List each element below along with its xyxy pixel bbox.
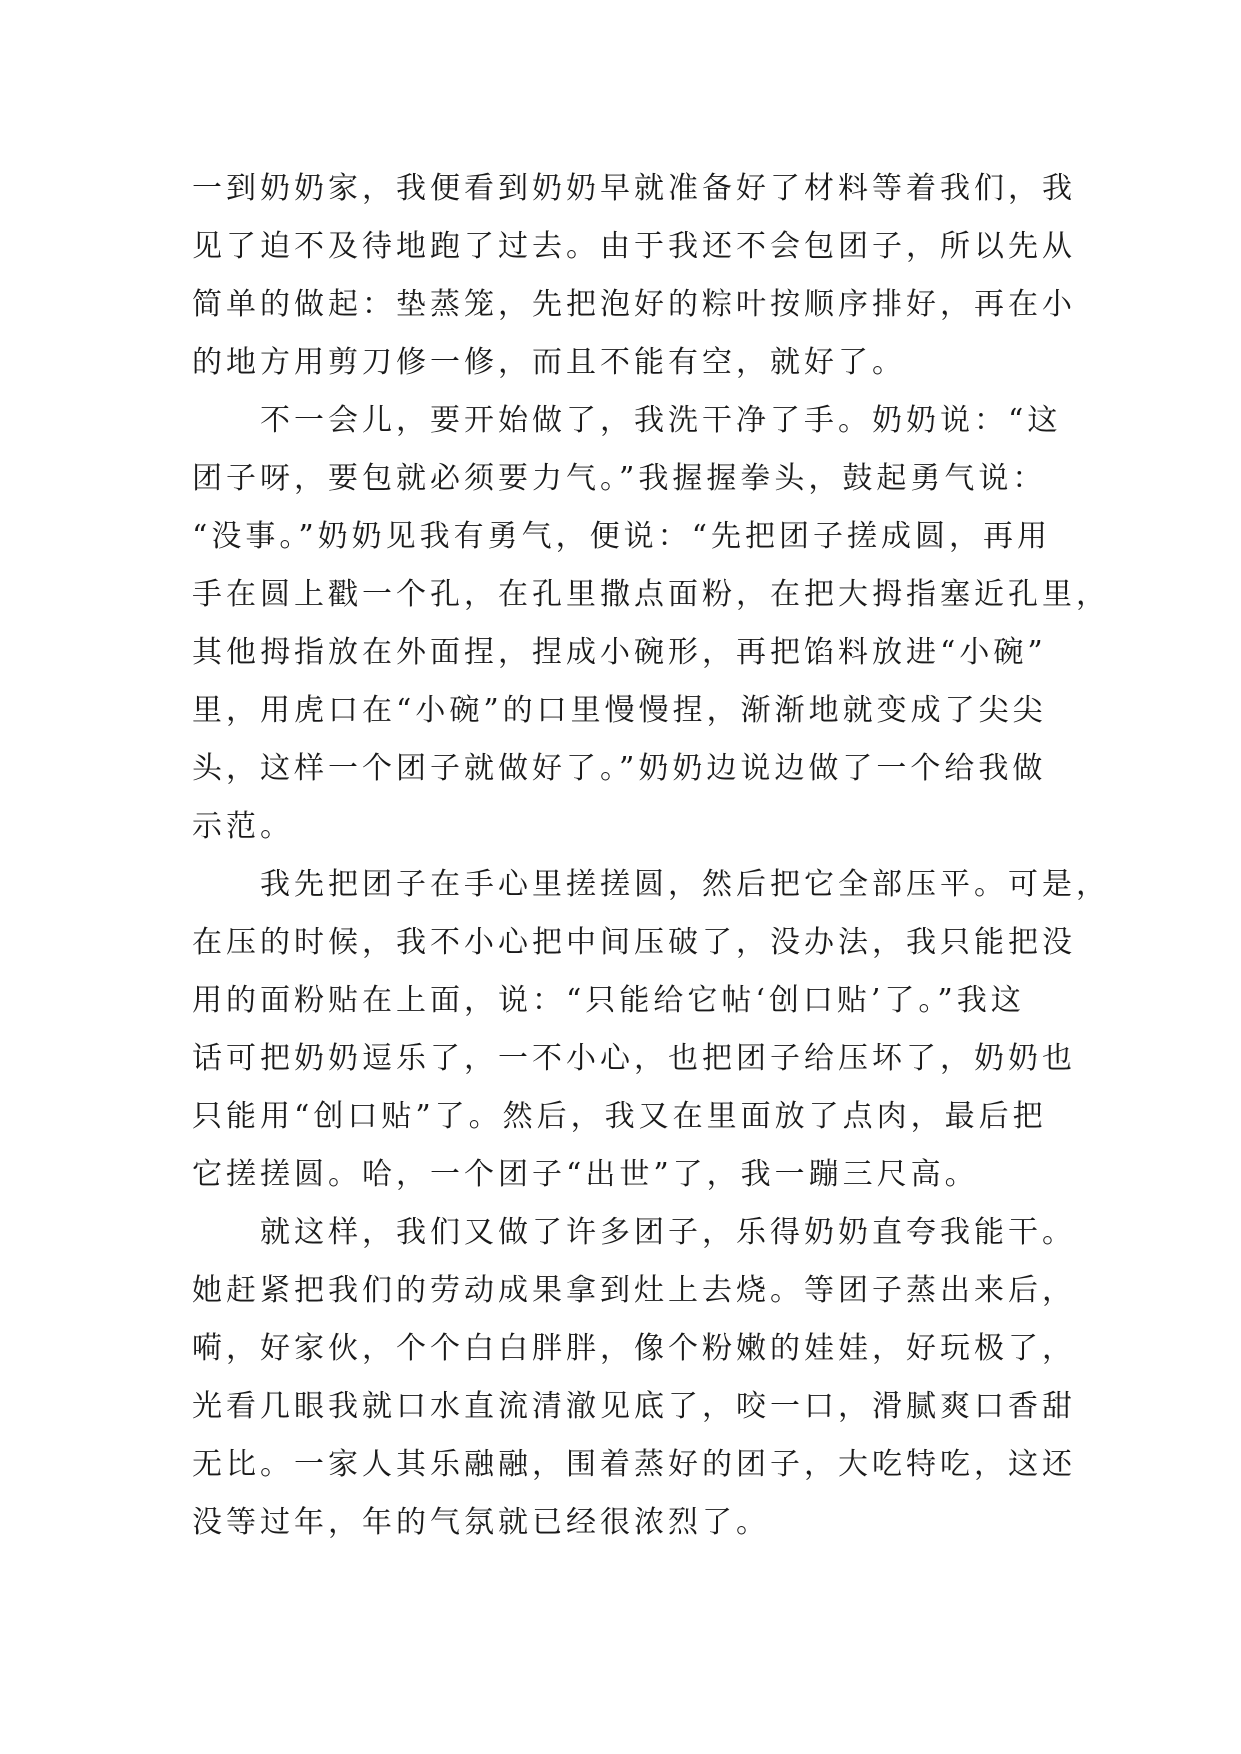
- text-line: 在压的时候，我不小心把中间压破了，没办法，我只能把没: [192, 925, 1076, 960]
- text-line: 简单的做起：垫蒸笼，先把泡好的粽叶按顺序排好，再在小: [192, 287, 1076, 322]
- text-line: 话可把奶奶逗乐了，一不小心，也把团子给压坏了，奶奶也: [192, 1041, 1076, 1076]
- text-line: 光看几眼我就口水直流清澈见底了，咬一口，滑腻爽口香甜: [192, 1389, 1076, 1424]
- text-line: 就这样，我们又做了许多团子，乐得奶奶直夸我能干。: [260, 1215, 1076, 1250]
- text-line: 一到奶奶家，我便看到奶奶早就准备好了材料等着我们，我: [192, 171, 1076, 206]
- text-line: 团子呀，要包就必须要力气。”我握握拳头，鼓起勇气说：: [192, 461, 1047, 496]
- document-body: [192, 160, 1110, 1552]
- text-line: 她赶紧把我们的劳动成果拿到灶上去烧。等团子蒸出来后，: [192, 1273, 1076, 1308]
- text-line: 它搓搓圆。哈，一个团子“出世”了，我一蹦三尺高。: [192, 1157, 979, 1192]
- text-line: 头，这样一个团子就做好了。”奶奶边说边做了一个给我做: [192, 751, 1047, 786]
- text-line: 无比。一家人其乐融融，围着蒸好的团子，大吃特吃，这还: [192, 1447, 1076, 1482]
- text-line: 没等过年，年的气氛就已经很浓烈了。: [192, 1505, 770, 1540]
- text-line: 只能用“创口贴”了。然后，我又在里面放了点肉，最后把: [192, 1099, 1047, 1134]
- text-line: 其他拇指放在外面捏，捏成小碗形，再把馅料放进“小碗”: [192, 635, 1047, 670]
- text-line: 用的面粉贴在上面，说：“只能给它帖‘创口贴’了。”我这: [192, 983, 1025, 1018]
- paragraph: [192, 1204, 1076, 1552]
- text-line: 见了迫不及待地跑了过去。由于我还不会包团子，所以先从: [192, 229, 1076, 264]
- text-line: 里，用虎口在“小碗”的口里慢慢捏，渐渐地就变成了尖尖: [192, 693, 1047, 728]
- paragraph: [192, 160, 1076, 392]
- paragraph: [192, 392, 1110, 856]
- text-line: 嗬，好家伙，个个白白胖胖，像个粉嫩的娃娃，好玩极了，: [192, 1331, 1076, 1366]
- text-line: 的地方用剪刀修一修，而且不能有空，就好了。: [192, 345, 906, 380]
- text-line: 我先把团子在手心里搓搓圆，然后把它全部压平。可是，: [260, 867, 1110, 902]
- text-line: 示范。: [192, 809, 294, 844]
- text-line: 不一会儿，要开始做了，我洗干净了手。奶奶说：“这: [260, 403, 1062, 438]
- text-line: “没事。”奶奶见我有勇气，便说：“先把团子搓成圆，再用: [192, 519, 1052, 554]
- text-line: 手在圆上戳一个孔，在孔里撒点面粉，在把大拇指塞近孔里，: [192, 577, 1110, 612]
- paragraph: [192, 856, 1110, 1204]
